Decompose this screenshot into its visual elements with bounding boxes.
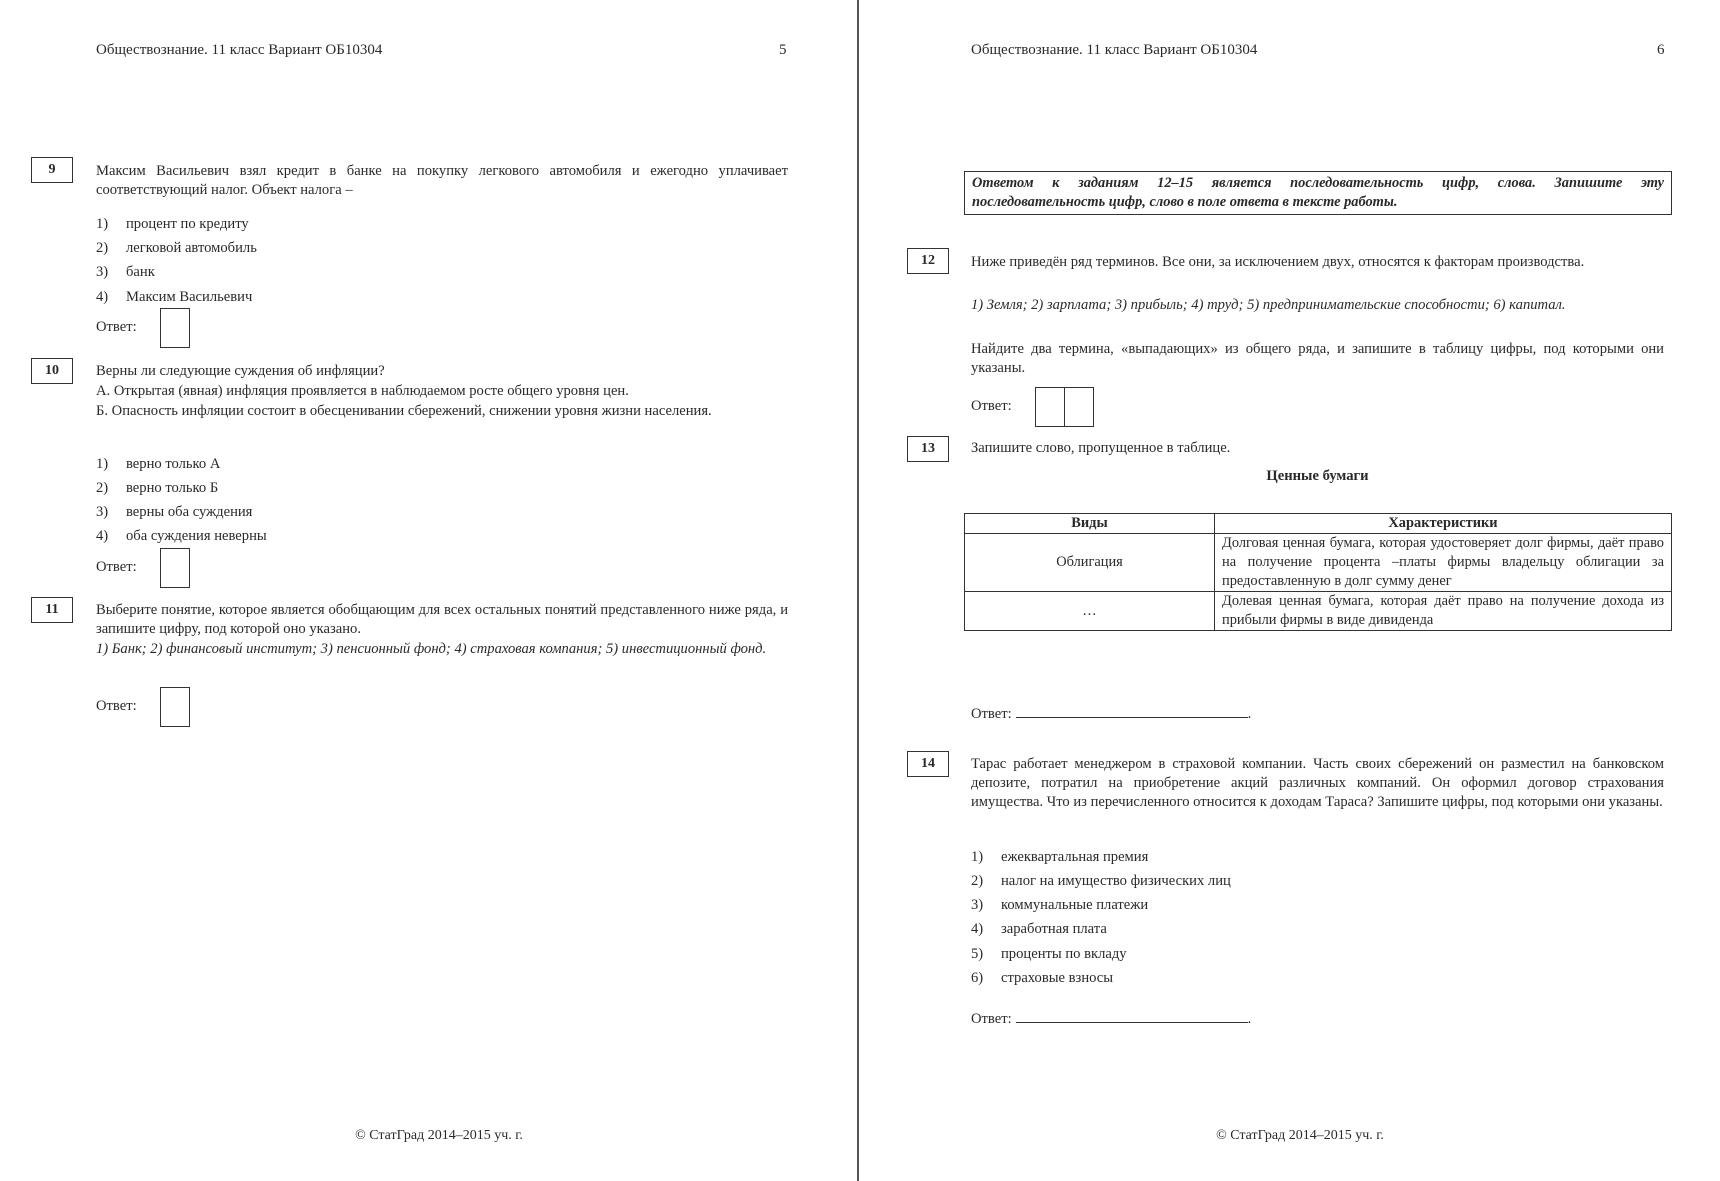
q14-option-4: 4) заработная плата [971,921,1107,937]
q10-answer-box[interactable] [160,548,190,588]
q10-option-2: 2) верно только Б [96,480,219,496]
question-12-instruction: Найдите два термина, «выпадающих» из общего ряда, и запишите в таблицу цифры, под которыми они указаны. [971,341,1664,376]
securities-table [964,513,1672,631]
table-header-row [965,514,1672,534]
instruction-note-box: Ответом к заданиям 12–15 является последовательность цифр, слова. Запишите эту последовательность цифр, слово в поле ответа в тексте работы. [964,171,1672,215]
question-number-13: 13 [907,436,949,462]
table-cell-missing-type: … [965,592,1215,631]
question-11-list: 1) Банк; 2) финансовый институт; 3) пенсионный фонд; 4) страховая компания; 5) инвестиционный фонд. [96,641,767,657]
q9-answer-box[interactable] [160,308,190,348]
q11-answer-label: Ответ: [96,698,137,714]
page-header: Обществознание. 11 класс Вариант ОБ10304 [971,42,1258,58]
q14-option-5: 5) проценты по вкладу [971,946,1127,962]
question-11-text: Выберите понятие, которое является обобщающим для всех остальных понятий представленного ниже ряда, и запишите цифру, под которой оно указано. [96,602,788,637]
q13-answer-line[interactable] [1016,703,1248,718]
page-footer: © СтатГрад 2014–2015 уч. г. [355,1128,523,1143]
right-page [860,0,1720,1181]
q10-answer-label: Ответ: [96,559,137,575]
q14-answer-line[interactable] [1016,1008,1248,1023]
table-cell-description: Долевая ценная бумага, которая даёт право на получение дохода из прибыли фирмы в виде дивиденда [1215,592,1672,631]
question-number-14: 14 [907,751,949,777]
question-number-12: 12 [907,248,949,274]
q14-option-3: 3) коммунальные платежи [971,897,1149,913]
question-number-9: 9 [31,157,73,183]
question-10-text: Верны ли следующие суждения об инфляции? [96,363,385,379]
q9-answer-label: Ответ: [96,319,137,335]
q14-option-6: 6) страховые взносы [971,970,1114,986]
question-12-text: Ниже приведён ряд терминов. Все они, за исключением двух, относятся к факторам производства. [971,254,1585,270]
left-page [0,0,858,1181]
question-10-statement-b: Б. Опасность инфляции состоит в обесценивании сбережений, снижении уровня жизни населения. [96,403,712,419]
q9-option-2: 2) легковой автомобиль [96,240,257,256]
q9-option-4: 4) Максим Васильевич [96,289,253,305]
question-10-statement-a: А. Открытая (явная) инфляция проявляется в наблюдаемом росте общего уровня цен. [96,383,629,399]
q10-option-4: 4) оба суждения неверны [96,528,267,544]
q12-answer-cell-1[interactable] [1035,387,1065,427]
q14-option-1: 1) ежеквартальная премия [971,849,1149,865]
q11-answer-box[interactable] [160,687,190,727]
page-number: 5 [779,42,787,58]
question-14-text: Тарас работает менеджером в страховой компании. Часть своих сбережений он разместил на банковском депозите, потратил на приобретение акций различных компаний. Он оформил договор страхования имущества. Что из перечисленного относится к доходам Тараса? Запишите цифры, под которыми они указаны. [971,756,1664,810]
column-header-characteristics: Характеристики [1215,514,1672,534]
question-9-text: Максим Васильевич взял кредит в банке на покупку легкового автомобиля и ежегодно уплачивает соответствующий налог. Объект налога – [96,163,788,198]
q14-option-2: 2) налог на имущество физических лиц [971,873,1231,889]
table-row [965,534,1672,592]
page-divider [857,0,859,1181]
page-header: Обществознание. 11 класс Вариант ОБ10304 [96,42,383,58]
q10-option-3: 3) верны оба суждения [96,504,253,520]
table-row [965,592,1672,631]
question-13-text: Запишите слово, пропущенное в таблице. [971,440,1231,456]
q14-answer: Ответ: . [971,1008,1251,1028]
q12-answer-cell-2[interactable] [1064,387,1094,427]
page-footer: © СтатГрад 2014–2015 уч. г. [1216,1128,1384,1143]
q9-option-3: 3) банк [96,264,155,280]
q13-answer: Ответ: . [971,703,1251,723]
column-header-types: Виды [965,514,1215,534]
q9-option-1: 1) процент по кредиту [96,216,249,232]
page-number: 6 [1657,42,1665,58]
table-cell-description: Долговая ценная бумага, которая удостоверяет долг фирмы, даёт право на получение процента –платы фирмы владельцу облигации за предоставленную в долг сумму денег [1215,534,1672,592]
q12-answer-label: Ответ: [971,398,1012,414]
question-12-list: 1) Земля; 2) зарплата; 3) прибыль; 4) труд; 5) предпринимательские способности; 6) капитал. [971,297,1566,313]
question-number-11: 11 [31,597,73,623]
question-number-10: 10 [31,358,73,384]
table-title: Ценные бумаги [1266,468,1369,484]
q10-option-1: 1) верно только А [96,456,221,472]
table-cell-type: Облигация [965,534,1215,592]
